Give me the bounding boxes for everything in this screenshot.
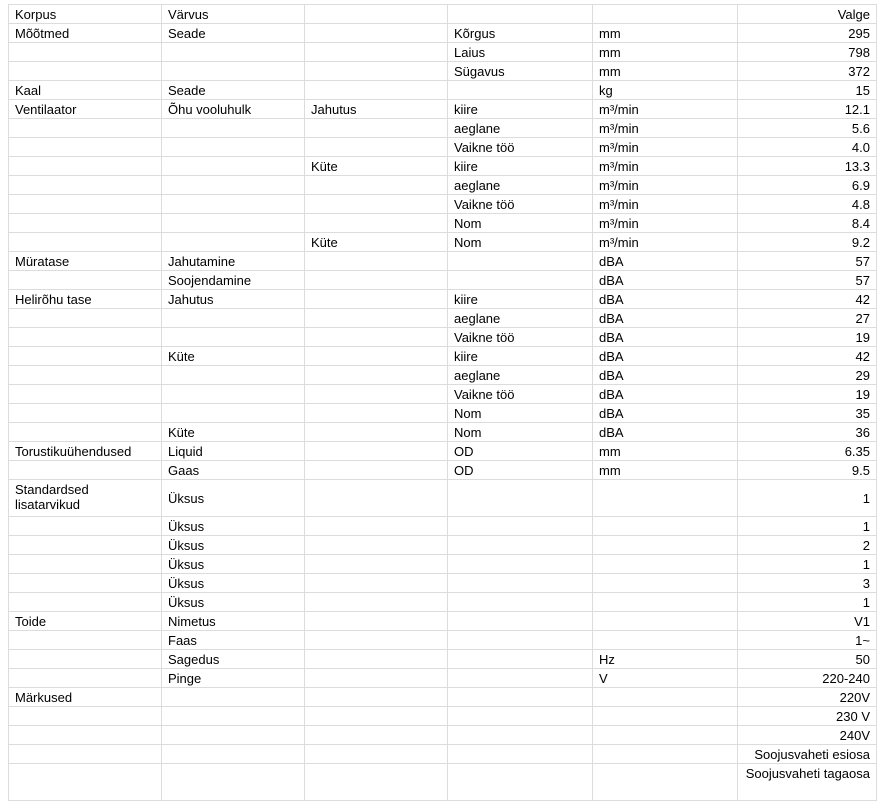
cell-parameter [448,555,593,574]
cell-value: 27 [738,309,877,328]
cell-value: 295 [738,24,877,43]
cell-mode [305,81,448,100]
cell-mode [305,24,448,43]
cell-unit: dBA [593,328,738,347]
cell-parameter: aeglane [448,119,593,138]
cell-parameter [448,252,593,271]
cell-value: 42 [738,290,877,309]
cell-value: 6.35 [738,442,877,461]
cell-unit: dBA [593,309,738,328]
cell-value: 1 [738,517,877,536]
cell-item: Soojendamine [162,271,305,290]
cell-value: 2 [738,536,877,555]
cell-unit: dBA [593,423,738,442]
cell-group [9,593,162,612]
cell-group [9,517,162,536]
cell-group: Müratase [9,252,162,271]
cell-unit [593,517,738,536]
cell-item [162,726,305,745]
cell-parameter [448,726,593,745]
cell-group [9,631,162,650]
cell-item: Seade [162,24,305,43]
cell-parameter: Nom [448,233,593,252]
cell-value: V1 [738,612,877,631]
cell-group [9,385,162,404]
cell-parameter: Vaikne töö [448,138,593,157]
cell-parameter [448,271,593,290]
cell-item: Jahutus [162,290,305,309]
cell-item: Küte [162,423,305,442]
cell-mode [305,119,448,138]
cell-mode [305,442,448,461]
cell-item [162,214,305,233]
specification-table-body [9,5,877,801]
table-row [9,404,877,423]
cell-unit: dBA [593,271,738,290]
cell-parameter: aeglane [448,309,593,328]
cell-group [9,404,162,423]
table-row [9,764,877,801]
cell-item: Seade [162,81,305,100]
cell-group [9,669,162,688]
cell-unit [593,726,738,745]
cell-value: 15 [738,81,877,100]
cell-mode [305,309,448,328]
cell-parameter: Vaikne töö [448,328,593,347]
cell-item: Liquid [162,442,305,461]
cell-unit [593,612,738,631]
cell-parameter [448,707,593,726]
table-row [9,328,877,347]
cell-unit [593,555,738,574]
cell-group [9,309,162,328]
cell-value: 240V [738,726,877,745]
cell-item [162,309,305,328]
cell-mode [305,423,448,442]
cell-group [9,62,162,81]
cell-mode [305,271,448,290]
table-row [9,309,877,328]
cell-unit: mm [593,62,738,81]
cell-value: 9.5 [738,461,877,480]
table-row [9,233,877,252]
cell-group [9,745,162,764]
cell-mode [305,62,448,81]
cell-unit [593,574,738,593]
table-row [9,81,877,100]
table-row [9,480,877,517]
cell-group: Torustikuühendused [9,442,162,461]
cell-mode [305,385,448,404]
cell-value: 4.8 [738,195,877,214]
cell-group: Märkused [9,688,162,707]
cell-item [162,385,305,404]
cell-value: 35 [738,404,877,423]
table-row [9,195,877,214]
cell-value: 29 [738,366,877,385]
cell-group [9,423,162,442]
table-row [9,214,877,233]
cell-item [162,195,305,214]
cell-mode [305,480,448,517]
cell-unit: mm [593,461,738,480]
table-row [9,366,877,385]
cell-group [9,43,162,62]
cell-unit: dBA [593,290,738,309]
cell-item [162,764,305,801]
cell-mode [305,195,448,214]
cell-value: 36 [738,423,877,442]
cell-value: 372 [738,62,877,81]
table-row [9,574,877,593]
cell-unit: m³/min [593,100,738,119]
cell-unit: mm [593,43,738,62]
cell-parameter [448,631,593,650]
cell-item: Nimetus [162,612,305,631]
cell-item: Üksus [162,517,305,536]
cell-unit: kg [593,81,738,100]
cell-group [9,271,162,290]
cell-group [9,764,162,801]
cell-mode [305,290,448,309]
cell-group [9,176,162,195]
table-row [9,252,877,271]
table-row [9,290,877,309]
cell-parameter: Nom [448,423,593,442]
cell-mode: Küte [305,233,448,252]
cell-item: Üksus [162,555,305,574]
table-row [9,517,877,536]
cell-unit: m³/min [593,138,738,157]
cell-parameter [448,688,593,707]
cell-group [9,555,162,574]
cell-mode [305,43,448,62]
cell-group: Toide [9,612,162,631]
cell-item: Üksus [162,536,305,555]
cell-mode [305,176,448,195]
cell-parameter: Sügavus [448,62,593,81]
cell-parameter [448,669,593,688]
cell-parameter: Laius [448,43,593,62]
cell-mode [305,404,448,423]
cell-item: Jahutamine [162,252,305,271]
cell-unit [593,5,738,24]
cell-item [162,62,305,81]
table-row [9,612,877,631]
cell-unit: dBA [593,385,738,404]
cell-parameter: kiire [448,100,593,119]
table-row [9,271,877,290]
cell-value: 798 [738,43,877,62]
cell-unit [593,536,738,555]
cell-group [9,119,162,138]
cell-value: 12.1 [738,100,877,119]
cell-mode [305,764,448,801]
cell-mode [305,669,448,688]
cell-value: 6.9 [738,176,877,195]
cell-parameter [448,5,593,24]
cell-value: 220-240 [738,669,877,688]
cell-mode [305,366,448,385]
cell-item [162,404,305,423]
cell-group: Korpus [9,5,162,24]
cell-unit: m³/min [593,214,738,233]
cell-group [9,328,162,347]
cell-value: 4.0 [738,138,877,157]
cell-unit: dBA [593,404,738,423]
cell-mode [305,707,448,726]
cell-mode [305,517,448,536]
cell-mode [305,593,448,612]
cell-parameter: kiire [448,347,593,366]
cell-parameter [448,745,593,764]
cell-item [162,176,305,195]
table-row [9,43,877,62]
cell-parameter [448,480,593,517]
table-row [9,536,877,555]
cell-mode [305,5,448,24]
cell-group [9,195,162,214]
table-row [9,100,877,119]
cell-mode [305,650,448,669]
cell-parameter: Vaikne töö [448,195,593,214]
cell-parameter [448,536,593,555]
cell-unit: m³/min [593,157,738,176]
cell-mode [305,347,448,366]
cell-unit: m³/min [593,233,738,252]
cell-value: 9.2 [738,233,877,252]
cell-parameter [448,517,593,536]
cell-item: Sagedus [162,650,305,669]
cell-value: Soojusvaheti esiosa [738,745,877,764]
cell-value: Valge [738,5,877,24]
cell-unit: mm [593,442,738,461]
cell-unit [593,593,738,612]
cell-group [9,536,162,555]
table-row [9,631,877,650]
cell-parameter: Nom [448,214,593,233]
cell-unit: V [593,669,738,688]
cell-group [9,214,162,233]
cell-unit: dBA [593,347,738,366]
cell-parameter [448,81,593,100]
cell-unit: dBA [593,366,738,385]
cell-parameter: aeglane [448,176,593,195]
cell-mode [305,726,448,745]
cell-item: Üksus [162,480,305,517]
cell-item [162,138,305,157]
cell-parameter: Kõrgus [448,24,593,43]
cell-parameter: kiire [448,157,593,176]
table-row [9,593,877,612]
cell-group: Kaal [9,81,162,100]
cell-item [162,707,305,726]
cell-parameter [448,650,593,669]
cell-value: 57 [738,271,877,290]
cell-mode [305,138,448,157]
cell-item: Üksus [162,593,305,612]
table-row [9,726,877,745]
cell-group [9,574,162,593]
spec-sheet [8,4,876,801]
cell-group [9,347,162,366]
table-row [9,707,877,726]
cell-unit [593,745,738,764]
cell-item [162,366,305,385]
cell-mode [305,252,448,271]
cell-value: 220V [738,688,877,707]
cell-value: 1 [738,593,877,612]
cell-parameter: kiire [448,290,593,309]
table-row [9,745,877,764]
table-row [9,669,877,688]
cell-parameter [448,593,593,612]
table-row [9,157,877,176]
cell-value: 19 [738,385,877,404]
cell-unit: mm [593,24,738,43]
cell-item: Pinge [162,669,305,688]
cell-value: 5.6 [738,119,877,138]
cell-group [9,650,162,669]
cell-item [162,745,305,764]
cell-mode [305,536,448,555]
table-row [9,24,877,43]
cell-group [9,461,162,480]
table-row [9,688,877,707]
cell-group [9,726,162,745]
cell-unit: m³/min [593,119,738,138]
cell-parameter [448,764,593,801]
cell-item: Värvus [162,5,305,24]
cell-value: 230 V [738,707,877,726]
cell-mode [305,328,448,347]
cell-parameter: OD [448,461,593,480]
cell-value: 8.4 [738,214,877,233]
cell-parameter: Vaikne töö [448,385,593,404]
cell-mode [305,688,448,707]
cell-group [9,138,162,157]
cell-value: 1~ [738,631,877,650]
cell-unit: m³/min [593,195,738,214]
table-row [9,423,877,442]
cell-value: Soojusvaheti tagaosa [738,764,877,801]
cell-value: 1 [738,480,877,517]
cell-item [162,43,305,62]
cell-parameter: aeglane [448,366,593,385]
cell-mode: Küte [305,157,448,176]
cell-parameter [448,574,593,593]
cell-item [162,328,305,347]
cell-mode [305,745,448,764]
cell-group [9,707,162,726]
cell-item [162,157,305,176]
table-row [9,555,877,574]
cell-value: 13.3 [738,157,877,176]
table-row [9,119,877,138]
cell-mode [305,631,448,650]
cell-item [162,233,305,252]
cell-item [162,688,305,707]
table-row [9,347,877,366]
cell-group [9,366,162,385]
cell-unit: m³/min [593,176,738,195]
cell-parameter [448,612,593,631]
table-row [9,650,877,669]
cell-group: Helirõhu tase [9,290,162,309]
cell-unit [593,764,738,801]
table-row [9,62,877,81]
cell-unit [593,480,738,517]
cell-value: 19 [738,328,877,347]
cell-group: Ventilaator [9,100,162,119]
cell-unit [593,631,738,650]
cell-unit: dBA [593,252,738,271]
cell-parameter: Nom [448,404,593,423]
cell-item: Faas [162,631,305,650]
table-row [9,442,877,461]
cell-unit [593,707,738,726]
cell-item: Üksus [162,574,305,593]
cell-unit [593,688,738,707]
cell-value: 3 [738,574,877,593]
table-row [9,461,877,480]
cell-value: 57 [738,252,877,271]
cell-group [9,233,162,252]
cell-group: Standardsed lisatarvikud [9,480,162,517]
cell-mode [305,555,448,574]
cell-value: 50 [738,650,877,669]
specification-table [8,4,877,801]
cell-item: Küte [162,347,305,366]
cell-item: Gaas [162,461,305,480]
cell-mode [305,461,448,480]
cell-mode: Jahutus [305,100,448,119]
cell-value: 1 [738,555,877,574]
table-row [9,385,877,404]
table-row [9,176,877,195]
table-row [9,138,877,157]
cell-mode [305,612,448,631]
cell-item: Õhu vooluhulk [162,100,305,119]
cell-group [9,157,162,176]
cell-unit: Hz [593,650,738,669]
cell-value: 42 [738,347,877,366]
cell-group: Mõõtmed [9,24,162,43]
cell-item [162,119,305,138]
cell-mode [305,574,448,593]
cell-mode [305,214,448,233]
cell-parameter: OD [448,442,593,461]
table-row [9,5,877,24]
